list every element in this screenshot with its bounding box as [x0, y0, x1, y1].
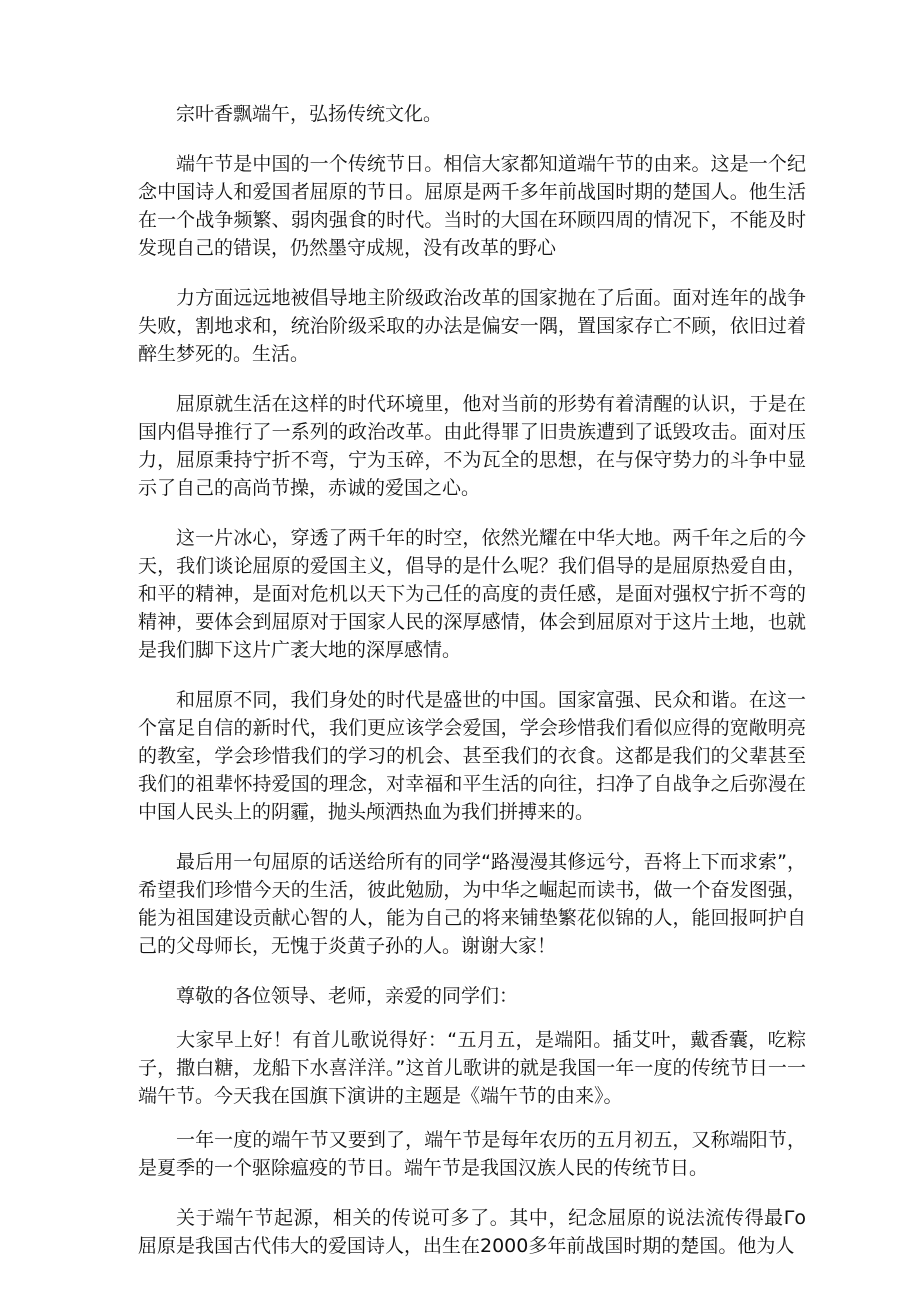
paragraph: 和屈原不同，我们身处的时代是盛世的中国。国家富强、民众和谐。在这一个富足自信的新时代，我们更应该学会爱国，学会珍惜我们看似应得的宽敞明亮的教室，学会珍惜我们的学习的机会、甚至我们的衣食。这都是我们的父辈甚至我们的祖辈怀持爱国的理念，对幸福和平生活的向往，扫净了自战争之后弥漫在中国人民头上的阴霾，抛头颅洒热血为我们拼搏来的。 — [138, 689, 806, 823]
paragraph: 关于端午节起源，相关的传说可多了。其中，纪念屈原的说法流传得最Γo屈原是我国古代伟大的爱国诗人，出生在2000多年前战国时期的楚国。他为人 — [138, 1207, 806, 1257]
document-page — [138, 100, 806, 1282]
paragraph: 这一片冰心，穿透了两千年的时空，依然光耀在中华大地。两千年之后的今天，我们谈论屈原的爱国主义，倡导的是什么呢？我们倡导的是屈原热爱自由，和平的精神，是面对危机以天下为己任的高度的责任感，是面对强权宁折不弯的精神，要体会到屈原对于国家人民的深厚感情，体会到屈原对于这片土地，也就是我们脚下这片广袤大地的深厚感情。 — [138, 527, 806, 661]
paragraph-greeting: 尊敬的各位领导、老师，亲爱的同学们： — [176, 985, 519, 1007]
paragraph: 力方面远远地被倡导地主阶级政治改革的国家抛在了后面。面对连年的战争失败，割地求和，统治阶级采取的办法是偏安一隅，置国家存亡不顾，依旧过着醉生梦死的。生活。 — [138, 287, 806, 365]
paragraph: 大家早上好！有首儿歌说得好：“五月五，是端阳。插艾叶，戴香囊，吃粽子，撒白糖，龙船下水喜洋洋。”这首儿歌讲的就是我国一年一度的传统节日一一端午节。今天我在国旗下演讲的主题是《端午节的由来》。 — [138, 1029, 806, 1107]
paragraph: 端午节是中国的一个传统节日。相信大家都知道端午节的由来。这是一个纪念中国诗人和爱国者屈原的节日。屈原是两千多年前战国时期的楚国人。他生活在一个战争频繁、弱肉强食的时代。当时的大国在环顾四周的情况下，不能及时发现自己的错误，仍然墨守成规，没有改革的野心 — [138, 153, 806, 259]
paragraph: 屈原就生活在这样的时代环境里，他对当前的形势有着清醒的认识，于是在国内倡导推行了一系列的政治改革。由此得罪了旧贵族遭到了诋毁攻击。面对压力，屈原秉持宁折不弯，宁为玉碎，不为瓦全的思想，在与保守势力的斗争中显示了自己的高尚节操，赤诚的爱国之心。 — [138, 393, 806, 499]
paragraph: 一年一度的端午节又要到了，端午节是每年农历的五月初五，又称端阳节，是夏季的一个驱除瘟疫的节日。端午节是我国汉族人民的传统节日。 — [138, 1129, 806, 1179]
paragraph: 最后用一句屈原的话送给所有的同学“路漫漫其修远兮，吾将上下而求索”，希望我们珍惜今天的生活，彼此勉励，为中华之崛起而读书，做一个奋发图强，能为祖国建设贡献心智的人，能为自己的将来铺垫繁花似锦的人，能回报呵护自己的父母师长，无愧于炎黄子孙的人。谢谢大家！ — [138, 851, 806, 957]
paragraph-title: 宗叶香飘端午，弘扬传统文化。 — [176, 103, 443, 125]
